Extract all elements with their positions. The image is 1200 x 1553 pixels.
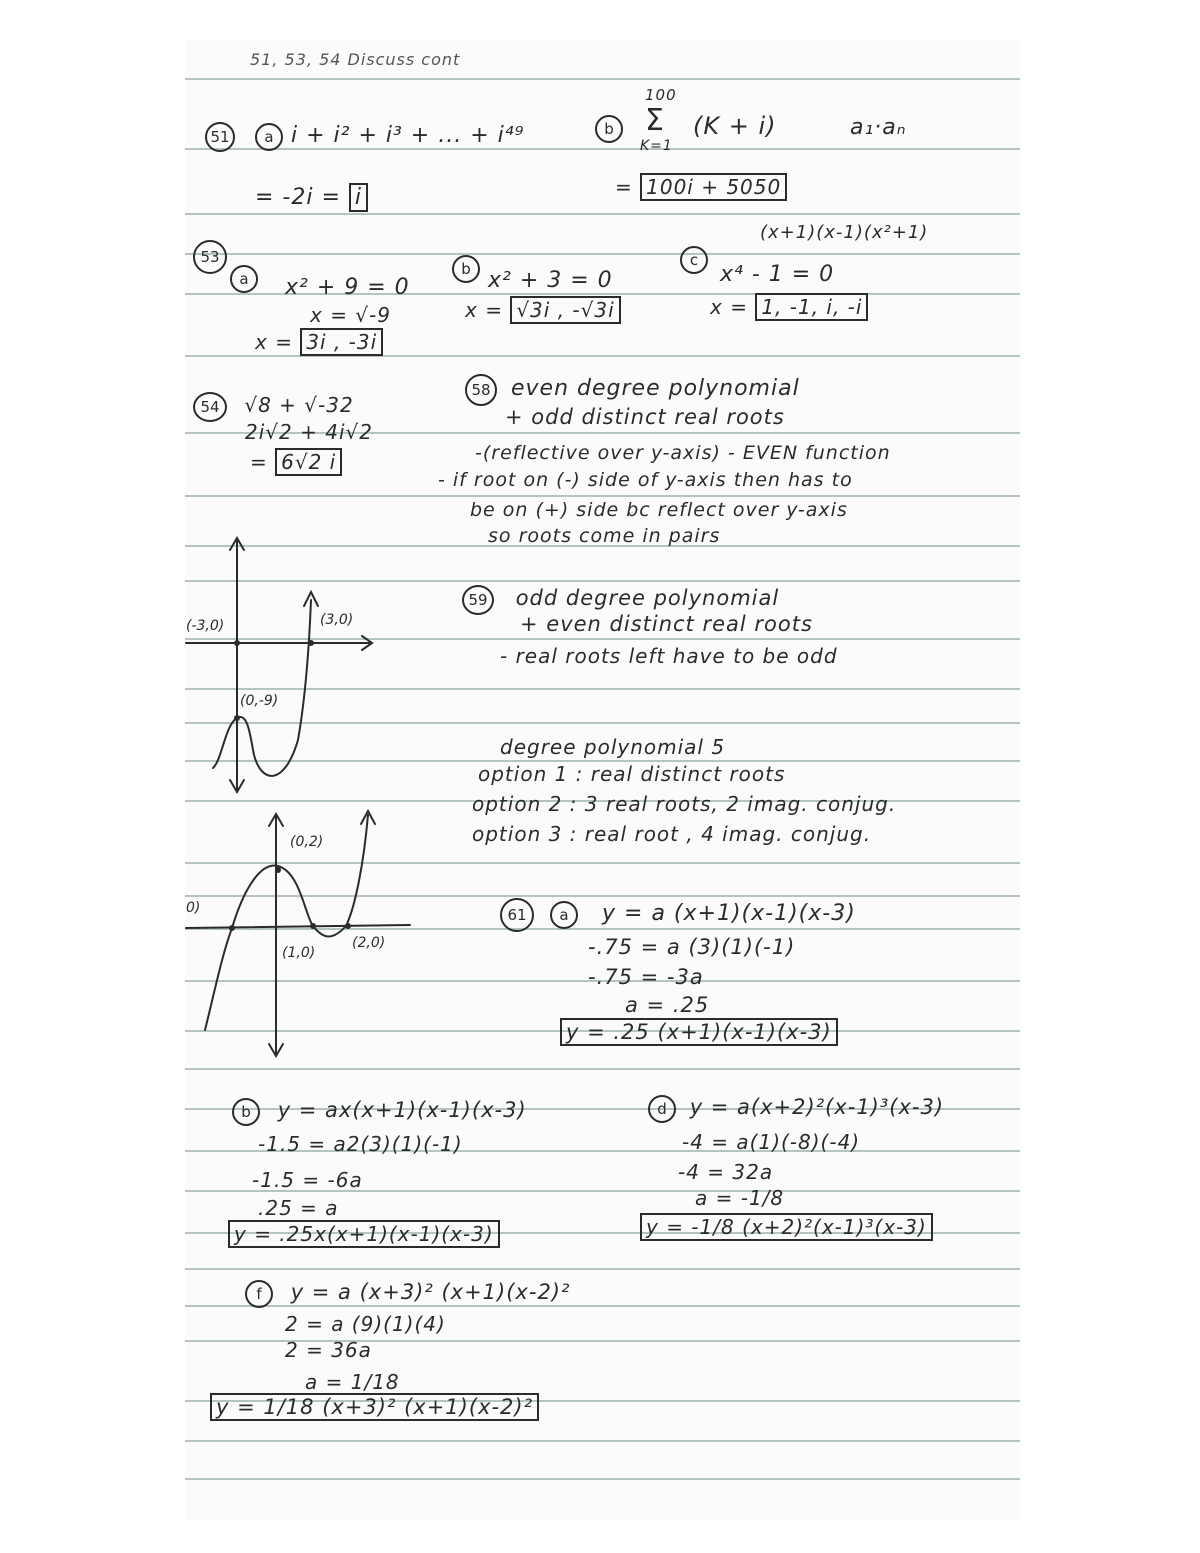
part-letter: a <box>550 901 578 929</box>
p51a-step: = -2i = <box>255 185 341 210</box>
graph2-x-axis <box>186 925 410 928</box>
x-equals: x = <box>465 298 503 322</box>
graph1-vertex-point <box>234 715 240 721</box>
p53c-factor: (x+1)(x-1)(x²+1) <box>760 222 929 243</box>
p59-line7: option 3 : real root , 4 imag. conjug. <box>472 822 872 846</box>
p61a-line3: -.75 = -3a <box>588 965 704 989</box>
problem-61 <box>500 898 856 932</box>
graph2-root-point <box>345 923 351 929</box>
graph1-label-vertex: (0,-9) <box>240 693 279 709</box>
equals-sign: = <box>615 175 633 199</box>
problem-number: 58 <box>465 374 497 406</box>
part-letter: d <box>648 1095 676 1123</box>
p61d-line2: -4 = a(1)(-8)(-4) <box>682 1130 861 1154</box>
answer-box: y = -1/8 (x+2)²(x-1)³(x-3) <box>640 1213 933 1241</box>
p61f-line3: 2 = 36a <box>285 1338 372 1362</box>
p59-line6: option 2 : 3 real roots, 2 imag. conjug. <box>472 792 897 816</box>
graph2-label-top: (0,2) <box>290 834 324 850</box>
p59-line2: + even distinct real roots <box>520 612 813 636</box>
graph2-root-point <box>310 923 316 929</box>
p61f-answer <box>210 1395 539 1419</box>
p54-line1: √8 + √-32 <box>244 393 354 417</box>
p61f <box>245 1280 570 1308</box>
equals-sign: = <box>250 450 268 474</box>
p53b-equation: x² + 3 = 0 <box>488 268 613 293</box>
part-letter: a <box>230 265 258 293</box>
part-letter: b <box>232 1098 260 1126</box>
graph2-label-root2: (2,0) <box>352 935 386 951</box>
part-letter: c <box>680 246 708 274</box>
p61d-line4: a = -1/8 <box>695 1186 785 1210</box>
p58-line1: even degree polynomial <box>511 376 800 401</box>
x-equals: x = <box>255 330 293 354</box>
p59-line3: - real roots left have to be odd <box>500 644 838 668</box>
graph2-curve <box>205 815 368 1030</box>
sigma-summand: (K + i) <box>693 112 777 140</box>
sigma-icon: Σ <box>645 103 665 138</box>
p59-line1: odd degree polynomial <box>515 586 780 610</box>
answer-box: y = .25x(x+1)(x-1)(x-3) <box>228 1220 500 1248</box>
graph2-y-intercept-point <box>275 867 281 873</box>
sigma-upper: 100 <box>645 86 677 104</box>
p61a-answer <box>560 1020 838 1044</box>
answer-box: y = .25 (x+1)(x-1)(x-3) <box>560 1018 838 1046</box>
p61a-line2: -.75 = a (3)(1)(-1) <box>588 935 796 959</box>
graph1-root-point <box>308 640 314 646</box>
p61d-answer <box>640 1215 933 1239</box>
p58-line5: be on (+) side bc reflect over y-axis <box>470 499 848 521</box>
p58-line6: so roots come in pairs <box>488 525 721 547</box>
p61a-line4: a = .25 <box>625 993 710 1017</box>
p61a-line1: y = a (x+1)(x-1)(x-3) <box>602 901 856 926</box>
p61d <box>648 1095 944 1123</box>
sum-expression: i + i² + i³ + ... + i⁴⁹ <box>291 123 525 148</box>
p53a-equation: x² + 9 = 0 <box>285 275 410 300</box>
p61b-answer <box>228 1222 500 1246</box>
part-letter: b <box>452 255 480 283</box>
p61f-line4: a = 1/18 <box>305 1370 400 1394</box>
p53a-step: x = √-9 <box>310 303 391 327</box>
problem-number: 59 <box>462 585 494 615</box>
p61d-line1: y = a(x+2)²(x-1)³(x-3) <box>689 1095 945 1119</box>
answer-box: i <box>349 183 368 212</box>
p59-line4: degree polynomial 5 <box>500 735 726 759</box>
p61b-line2: -1.5 = a2(3)(1)(-1) <box>258 1132 463 1156</box>
p58-line2: + odd distinct real roots <box>505 405 785 429</box>
graph2-label-left: 0) <box>186 900 201 916</box>
p61f-line2: 2 = a (9)(1)(4) <box>285 1312 446 1336</box>
answer-box: √3i , -√3i <box>510 296 620 324</box>
p61f-line1: y = a (x+3)² (x+1)(x-2)² <box>290 1280 571 1304</box>
p61b-line3: -1.5 = -6a <box>252 1168 363 1192</box>
part-letter: f <box>245 1280 273 1308</box>
graph2-root-point <box>229 925 235 931</box>
p61b-line1: y = ax(x+1)(x-1)(x-3) <box>277 1098 527 1122</box>
graph1-label-right: (3,0) <box>320 612 354 628</box>
answer-box: 1, -1, i, -i <box>755 293 868 321</box>
answer-box: 3i , -3i <box>300 328 383 356</box>
x-equals: x = <box>710 295 748 319</box>
p61b <box>232 1098 527 1126</box>
p51b-note: a₁·aₙ <box>850 115 907 140</box>
p61d-line3: -4 = 32a <box>678 1160 774 1184</box>
problem-number: 61 <box>500 898 534 932</box>
problem-number: 53 <box>193 240 227 274</box>
p59-line5: option 1 : real distinct roots <box>478 762 786 786</box>
graph2-label-root1: (1,0) <box>282 945 316 961</box>
graph1-curve <box>213 600 311 776</box>
graph1-root-point <box>234 640 240 646</box>
p53c-equation: x⁴ - 1 = 0 <box>720 262 835 287</box>
p61b-line4: .25 = a <box>258 1196 339 1220</box>
part-letter: a <box>255 123 283 151</box>
header-partial: 51, 53, 54 Discuss cont <box>250 50 461 69</box>
p58-line3: -(reflective over y-axis) - EVEN function <box>475 442 891 464</box>
answer-box: y = 1/18 (x+3)² (x+1)(x-2)² <box>210 1393 539 1421</box>
answer-box: 6√2 i <box>275 448 342 476</box>
problem-number: 54 <box>193 392 227 422</box>
part-letter: b <box>595 115 623 143</box>
sigma-lower: K=1 <box>640 138 673 154</box>
answer-box: 100i + 5050 <box>640 173 787 201</box>
graph1-label-left: (-3,0) <box>186 618 225 634</box>
problem-number: 51 <box>205 122 235 152</box>
p54-line2: 2i√2 + 4i√2 <box>245 420 373 444</box>
p58-line4: - if root on (-) side of y-axis then has to <box>438 469 853 491</box>
